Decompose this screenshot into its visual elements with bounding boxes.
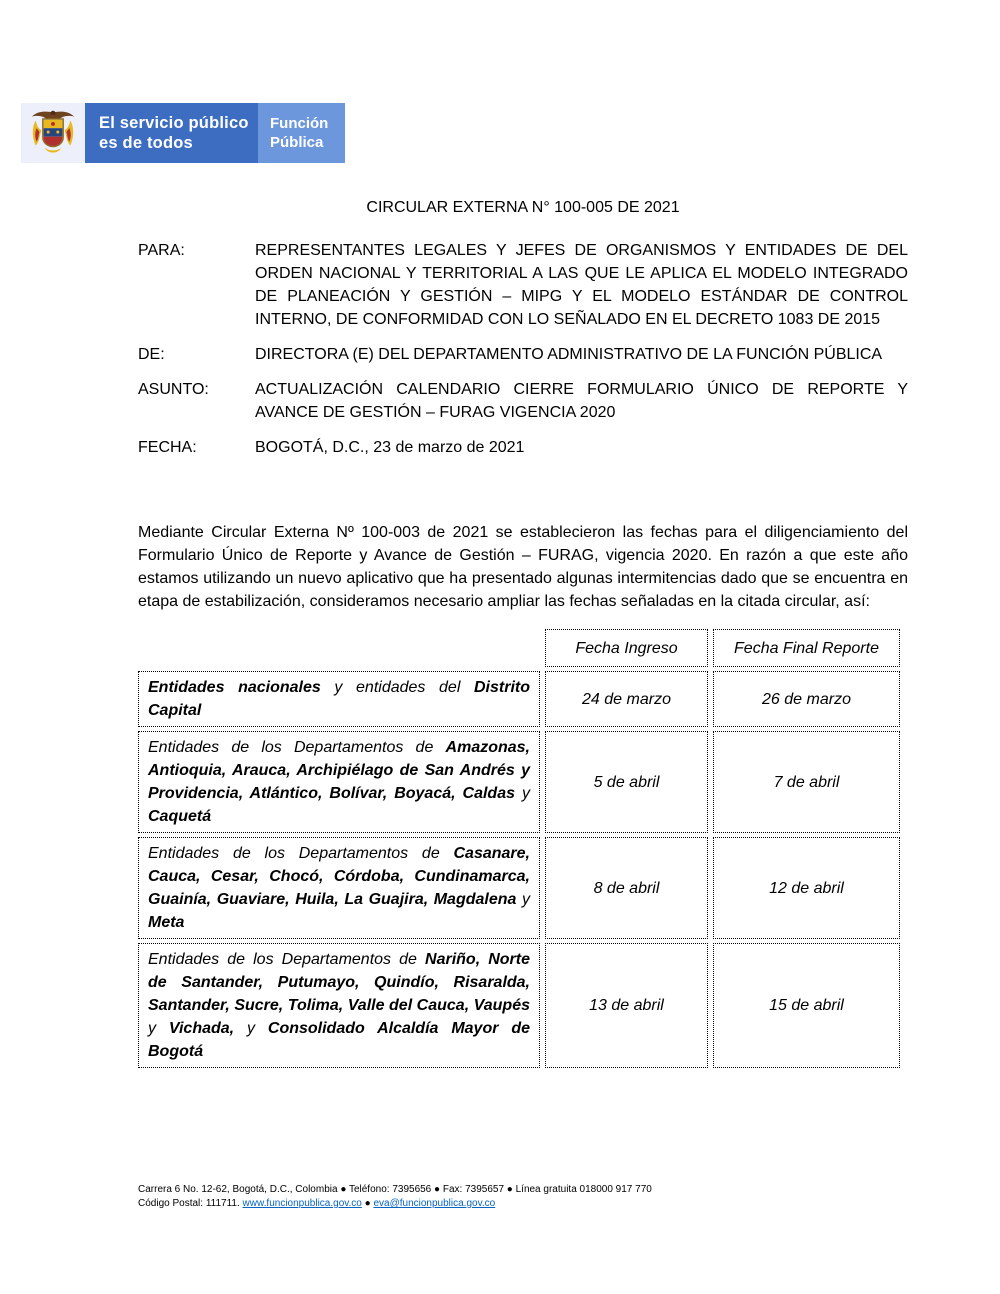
meta-text: REPRESENTANTES LEGALES Y JEFES DE ORGANISMOS Y ENTIDADES DE DEL ORDEN NACIONAL Y TERRITORIAL A LAS QUE LE APLICA EL MODELO INTEGRADO DE PLANEACIÓN Y GESTIÓN – MIPG Y EL MODELO ESTÁNDAR DE CONTROL INTERNO, DE CONFORMIDAD CON LO SEÑALADO EN EL DECRETO 1083 DE 2015 (255, 242, 908, 328)
logo-tagline (85, 103, 258, 163)
table-row (138, 731, 900, 833)
entity-text: Meta (148, 914, 185, 931)
entity-text: Entidades de los Departamentos de (148, 951, 426, 968)
logo-tagline-line1: El servicio público (99, 114, 249, 132)
meta-row-fecha (138, 436, 908, 459)
entity-text: y (148, 1020, 169, 1037)
meta-label: DE: (138, 346, 165, 363)
logo-brand (258, 103, 345, 163)
footer-address-line: Carrera 6 No. 12-62, Bogotá, D.C., Colombia ● Teléfono: 7395656 ● Fax: 7395657 ● Línea gratuita 018000 917 770 (138, 1184, 652, 1195)
meta-row-para (138, 239, 908, 331)
entity-text: Entidades de los Departamentos de (148, 739, 446, 756)
meta-text: BOGOTÁ, D.C., 23 de marzo de 2021 (255, 439, 525, 456)
entity-text: Distrito Capital (148, 679, 530, 719)
entity-text: y (516, 891, 530, 908)
meta-row-asunto (138, 378, 908, 424)
document-title: CIRCULAR EXTERNA N° 100-005 DE 2021 (366, 199, 680, 216)
meta-text: DIRECTORA (E) DEL DEPARTAMENTO ADMINISTRATIVO DE LA FUNCIÓN PÚBLICA (255, 346, 883, 363)
entity-cell (138, 731, 540, 833)
fecha-ingreso-cell: 24 de marzo (545, 671, 708, 727)
meta-row-de (138, 343, 908, 366)
entity-cell (138, 943, 540, 1068)
header-logo (21, 103, 345, 163)
column-header-fecha-ingreso: Fecha Ingreso (545, 629, 708, 667)
entity-text: Consolidado Alcaldía Mayor de Bogotá (148, 1020, 530, 1060)
table-row (138, 943, 900, 1068)
schedule-table-body (138, 671, 900, 1068)
body-paragraph: Mediante Circular Externa Nº 100-003 de 2021 se establecieron las fechas para el diligenciamiento del Formulario Único de Reporte y Avance de Gestión – FURAG, vigencia 2020. En razón a que este año estamos utilizando un nuevo aplicativo que ha presentado algunas intermitencias dado que se encuentra en etapa de estabilización, consideramos necesario ampliar las fechas señaladas en la citada circular, así: (138, 524, 908, 610)
table-row (138, 671, 900, 727)
fecha-final-reporte-cell: 7 de abril (713, 731, 900, 833)
entity-cell (138, 837, 540, 939)
schedule-table (133, 625, 905, 1072)
table-row (138, 837, 900, 939)
footer-postal-code: Código Postal: 111711. (138, 1198, 243, 1209)
entity-text: Entidades de los Departamentos de (148, 845, 454, 862)
entity-text: Nariño, Norte de Santander, Putumayo, Quindío, Risaralda, Santander, Sucre, Tolima, Valle del Cauca, Vaupés (148, 951, 531, 1014)
entity-text: Amazonas, Antioquia, Arauca, Archipiélago de San Andrés y Providencia, Atlántico, Bolívar, Boyacá, Caldas (148, 739, 530, 802)
entity-text: Entidades nacionales (148, 679, 321, 696)
page-footer (138, 1183, 652, 1211)
entity-text: y (234, 1020, 268, 1037)
entity-text: Vichada, (168, 1020, 235, 1037)
logo-brand-line1: Función (270, 115, 329, 132)
fecha-final-reporte-cell: 12 de abril (713, 837, 900, 939)
document-content (138, 196, 908, 1072)
meta-label: ASUNTO: (138, 381, 209, 398)
logo-brand-line2: Pública (270, 134, 324, 151)
meta-text: ACTUALIZACIÓN CALENDARIO CIERRE FORMULARIO ÚNICO DE REPORTE Y AVANCE DE GESTIÓN – FURAG VIGENCIA 2020 (255, 381, 908, 421)
email-link[interactable]: eva@funcionpublica.gov.co (373, 1198, 496, 1209)
fecha-ingreso-cell: 5 de abril (545, 731, 708, 833)
meta-section (138, 239, 908, 459)
entity-text: Caquetá (148, 808, 212, 825)
meta-label: PARA: (138, 242, 185, 259)
fecha-ingreso-cell: 8 de abril (545, 837, 708, 939)
fecha-final-reporte-cell: 15 de abril (713, 943, 900, 1068)
footer-contact-line (138, 1197, 652, 1211)
meta-label: FECHA: (138, 439, 197, 456)
entity-cell (138, 671, 540, 727)
logo-tagline-line2: es de todos (99, 134, 193, 152)
entity-text: y (515, 785, 530, 802)
empty-header-cell (138, 629, 540, 667)
colombia-coat-of-arms-icon (21, 103, 85, 163)
footer-bullet: ● (364, 1198, 371, 1209)
fecha-final-reporte-cell: 26 de marzo (713, 671, 900, 727)
fecha-ingreso-cell: 13 de abril (545, 943, 708, 1068)
entity-text: y entidades del (320, 679, 474, 696)
website-link[interactable]: www.funcionpublica.gov.co (242, 1198, 362, 1209)
table-header-row (138, 629, 900, 667)
entity-text: Casanare, Cauca, Cesar, Chocó, Córdoba, Cundinamarca, Guainía, Guaviare, Huila, La Guajira, Magdalena (148, 845, 530, 908)
column-header-fecha-final-reporte: Fecha Final Reporte (713, 629, 900, 667)
